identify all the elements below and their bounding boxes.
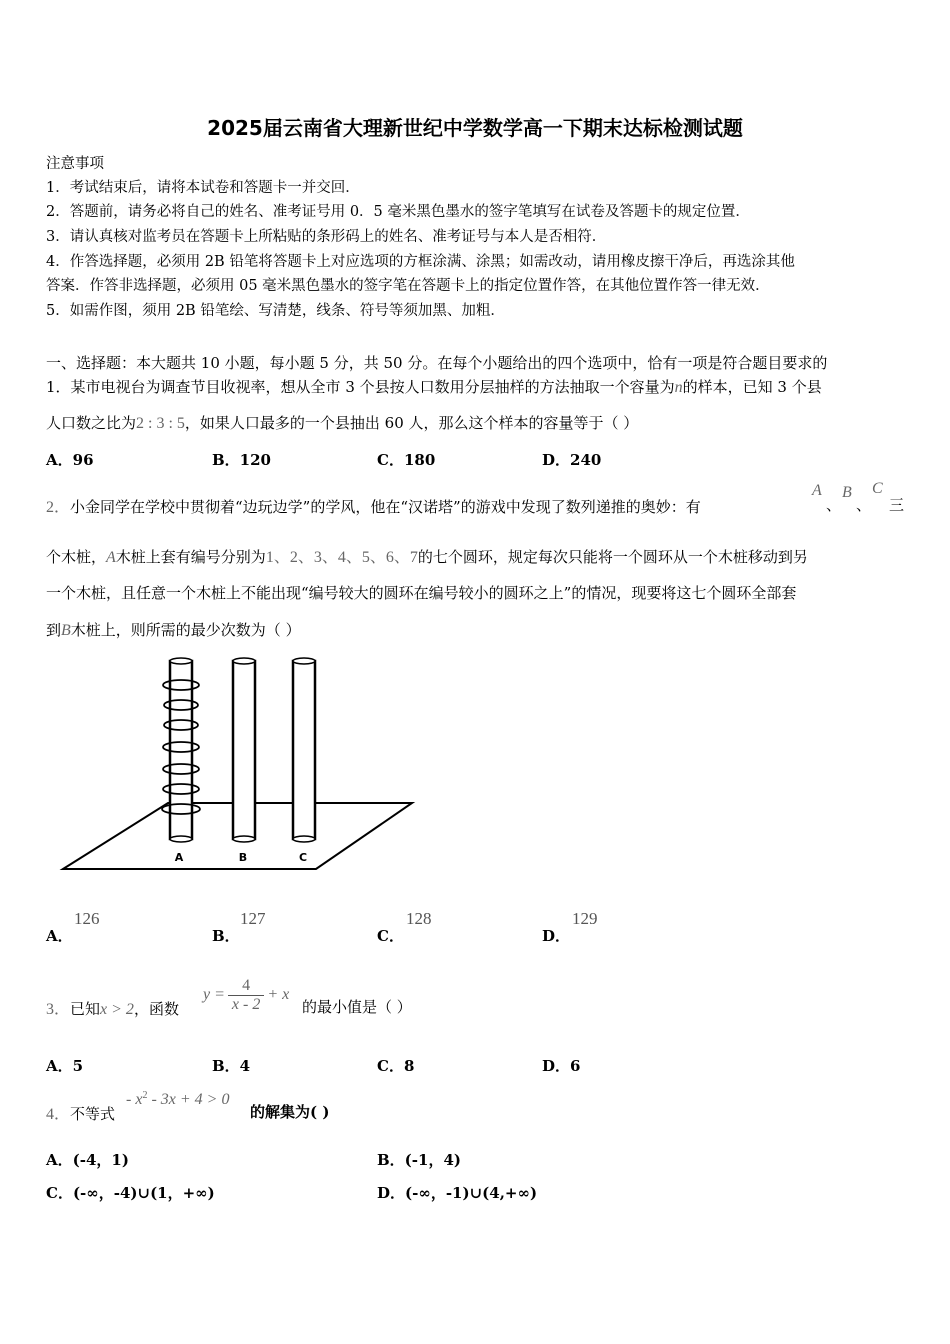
note-item: 3．请认真核对监考员在答题卡上所粘贴的条形码上的姓名、准考证号与本人是否相符． <box>46 229 607 245</box>
peg-b <box>233 658 255 842</box>
question-2-line-4 <box>46 619 301 640</box>
q3-number: 3． <box>46 1001 71 1018</box>
question-4 <box>46 1101 115 1124</box>
q3-fraction <box>228 977 264 1014</box>
hanoi-figure <box>58 655 418 875</box>
question-2-line-2 <box>46 544 808 567</box>
note-item: 答案．作答非选择题，必须用 05 毫米黑色墨水的签字笔在答题卡上的指定位置作答，在其他位置作答一律无效． <box>46 278 770 294</box>
q2-text-end: 三 <box>889 496 905 514</box>
q2-sep: 、 <box>856 496 872 514</box>
q2-option-d-value: 129 <box>572 909 598 928</box>
q3-function <box>203 970 289 1020</box>
q1-text-2: 的样本，已知 3 个县 <box>682 378 822 396</box>
q2-text-4: 的七个圆环，规定每次只能将一个圆环从一个木桩移动到另 <box>417 548 808 566</box>
q4-exponent: 2 <box>142 1090 148 1101</box>
section-heading: 一、选择题：本大题共 10 小题，每小题 5 分，共 50 分。在每个小题给出的四个选项中，恰有一项是符合题目要求的 <box>46 354 828 372</box>
q1-option-d[interactable]: D．240 <box>542 451 602 469</box>
peg-label-c: C <box>298 851 308 864</box>
q4-option-a[interactable]: A．(-4，1) <box>46 1151 129 1169</box>
q3-y: y = <box>203 986 225 1003</box>
note-item: 5．如需作图，须用 2B 铅笔绘、写清楚，线条、符号等须加黑、加粗． <box>46 303 505 319</box>
q2-sep: 、 <box>826 496 842 514</box>
question-3 <box>46 996 179 1019</box>
q1-text: 1．某市电视台为调查节目收视率，想从全市 3 个县按人口数用分层抽样的方法抽取一个容量为 <box>46 378 675 396</box>
q1-text-4: ，如果人口最多的一个县抽出 60 人，那么这个样本的容量等于（ ） <box>184 414 639 432</box>
q2-option-a-value: 126 <box>74 909 100 928</box>
q2-option-b-value: 127 <box>240 909 266 928</box>
q3-question-end: 的最小值是（ ） <box>302 998 412 1016</box>
q2-var-b: B <box>61 622 71 639</box>
q1-option-c[interactable]: C．180 <box>377 451 436 469</box>
q2-option-a[interactable]: A． <box>46 927 73 945</box>
peg-label-a: A <box>174 851 184 864</box>
q2-text-5: 到 <box>46 621 62 639</box>
q4-text: 不等式 <box>70 1105 116 1123</box>
q2-var-a: A <box>106 549 116 566</box>
q2-var-b: B <box>842 484 852 501</box>
q3-text-2: ，函数 <box>133 1000 179 1018</box>
note-item: 1．考试结束后，请将本试卷和答题卡一并交回． <box>46 180 360 196</box>
q2-var-a: A <box>812 482 822 499</box>
q4-question-end: 的解集为( ) <box>250 1103 330 1121</box>
q3-plus-x: + x <box>267 986 290 1003</box>
q3-text: 已知 <box>70 1000 101 1018</box>
q2-option-b[interactable]: B． <box>212 927 240 945</box>
q1-var-n: n <box>674 379 683 396</box>
q4-expr-b: - 3x + 4 > 0 <box>151 1091 230 1108</box>
q4-inequality <box>126 1090 229 1109</box>
peg-c <box>293 658 315 842</box>
page-title: 2025届云南省大理新世纪中学数学高一下期末达标检测试题 <box>207 116 743 140</box>
q3-option-c[interactable]: C．8 <box>377 1057 415 1075</box>
question-1-line-2 <box>46 412 638 433</box>
q1-option-b[interactable]: B．120 <box>212 451 271 469</box>
q3-numerator: 4 <box>228 977 264 996</box>
q2-number: 2． <box>46 499 71 516</box>
note-item: 4．作答选择题，必须用 2B 铅笔将答题卡上对应选项的方框涂满、涂黑；如需改动，请用橡皮擦干净后，再选涂其他 <box>46 254 795 270</box>
q1-option-a[interactable]: A．96 <box>46 451 94 469</box>
q2-text-3: 木桩上套有编号分别为 <box>115 548 266 566</box>
q3-option-b[interactable]: B．4 <box>212 1057 251 1075</box>
q4-option-c[interactable]: C．(-∞，-4)∪(1，+∞) <box>46 1184 215 1202</box>
q3-condition: x > 2 <box>100 1001 134 1018</box>
q3-option-a[interactable]: A．5 <box>46 1057 84 1075</box>
peg-label-b: B <box>238 851 248 864</box>
q3-option-d[interactable]: D．6 <box>542 1057 581 1075</box>
q2-text: 小金同学在学校中贯彻着“边玩边学”的学风，他在“汉诺塔”的游戏中发现了数列递推的奥妙：有 <box>70 498 701 516</box>
q4-expr-a: - x <box>126 1091 143 1108</box>
note-item: 2．答题前，请务必将自己的姓名、准考证号用 0．5 毫米黑色墨水的签字笔填写在试卷及答题卡的规定位置． <box>46 204 750 220</box>
question-2-line-1 <box>46 494 701 517</box>
q4-number: 4． <box>46 1106 71 1123</box>
q1-ratio: 2 : 3 : 5 <box>136 415 185 432</box>
question-1-line-1 <box>46 376 822 397</box>
q2-option-c-value: 128 <box>406 909 432 928</box>
q4-option-b[interactable]: B．(-1，4) <box>377 1151 461 1169</box>
q2-var-c: C <box>872 480 883 497</box>
q1-text-3: 人口数之比为 <box>46 414 137 432</box>
q2-option-c[interactable]: C． <box>377 927 404 945</box>
question-2-line-3: 一个木桩，且任意一个木桩上不能出现“编号较大的圆环在编号较小的圆环之上”的情况，现要将这七个圆环全部套 <box>46 584 797 602</box>
notes-heading: 注意事项 <box>46 156 104 172</box>
q2-ring-numbers: 1、2、3、4、5、6、7 <box>265 549 418 566</box>
q2-option-d[interactable]: D． <box>542 927 571 945</box>
q4-option-d[interactable]: D．(-∞，-1)∪(4,+∞) <box>377 1184 538 1202</box>
q2-text-2: 个木桩， <box>46 548 107 566</box>
q3-denominator: x - 2 <box>231 995 261 1013</box>
q2-text-6: 木桩上，则所需的最少次数为（ ） <box>70 621 301 639</box>
